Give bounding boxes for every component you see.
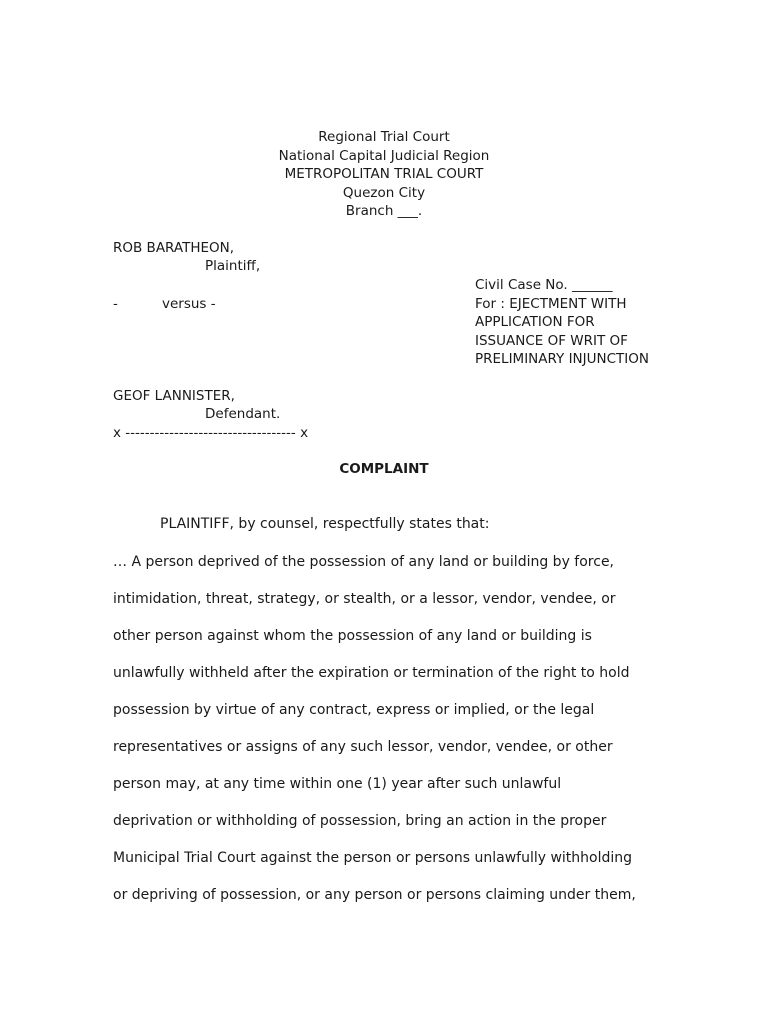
judicial-region: National Capital Judicial Region — [278, 147, 490, 164]
case-nature-line: ISSUANCE OF WRIT OF — [475, 332, 628, 349]
versus-label: versus - — [162, 296, 216, 312]
court-name: Regional Trial Court — [318, 129, 450, 145]
versus-dash: - — [113, 296, 118, 312]
body-line: intimidation, threat, strategy, or stealth, or a lessor, vendor, vendee, or — [113, 591, 616, 607]
defendant-name: GEOF LANNISTER, — [113, 388, 235, 404]
case-nature-line: For : EJECTMENT WITH — [475, 295, 627, 312]
body-line: other person against whom the possession of any land or building is — [113, 628, 592, 644]
intro-paragraph: PLAINTIFF, by counsel, respectfully states that: — [160, 516, 490, 532]
body-line: representatives or assigns of any such lessor, vendor, vendee, or other — [113, 739, 613, 755]
branch: Branch ___. — [345, 203, 423, 219]
case-nature-line: PRELIMINARY INJUNCTION — [475, 351, 649, 367]
document-title: COMPLAINT — [339, 461, 429, 477]
body-line: … A person deprived of the possession of any land or building by force, — [113, 554, 615, 570]
body-line: or depriving of possession, or any person or persons claiming under them, — [113, 887, 636, 903]
city: Quezon City — [342, 184, 426, 201]
court-header — [0, 128, 768, 221]
body-line: deprivation or withholding of possession, bring an action in the proper — [113, 813, 607, 829]
body-line: possession by virtue of any contract, express or implied, or the legal — [113, 702, 595, 718]
body-line: Municipal Trial Court against the person or persons unlawfully withholding — [113, 850, 633, 866]
body-line: person may, at any time within one (1) year after such unlawful — [113, 776, 562, 792]
case-number: Civil Case No. ______ — [475, 277, 613, 293]
defendant-role: Defendant. — [205, 406, 281, 422]
plaintiff-role: Plaintiff, — [205, 258, 261, 274]
case-nature-line: APPLICATION FOR — [475, 314, 595, 330]
case-details — [475, 276, 649, 369]
trial-court: METROPOLITAN TRIAL COURT — [284, 166, 484, 182]
caption-separator: x ----------------------------------- x — [113, 425, 309, 441]
complaint-body — [113, 552, 653, 922]
plaintiff-name: ROB BARATHEON, — [113, 240, 235, 256]
body-line: unlawfully withheld after the expiration or termination of the right to hold — [113, 665, 630, 681]
